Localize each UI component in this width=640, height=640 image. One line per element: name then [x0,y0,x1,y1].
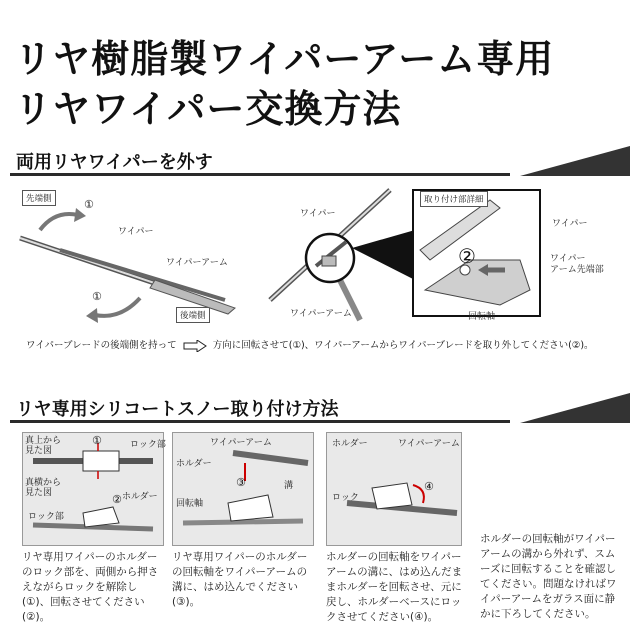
panel1-lock-label: ロック部 [130,440,166,450]
panel1-top-view-label: 真上から 見た図 [25,436,62,456]
panel3-drawing [327,433,461,545]
panel3-mark: ④ [424,480,434,493]
left-wiper-drawing [20,238,235,314]
panel1-side-view-label: 真横から 見た図 [25,478,62,498]
step-desc-4: ホルダーの回転軸がワイパーアームの溝から外れず、スムーズに回転することを確認してください。問題なければワイパーアームをガラス面に静かに下ろしてください。 [480,533,617,620]
section1-header [10,146,630,176]
rotate-arrow-bottom [95,298,140,316]
right-arrow-icon [183,340,207,352]
panel3-holder-label: ホルダー [332,439,368,449]
rotate-arrow-top [40,214,78,230]
detail-pivot-label: 回転軸 [468,312,496,322]
rear-side-label: 後端側 [176,307,210,323]
section2-header [10,393,630,423]
panel2-groove-label: 溝 [284,481,294,491]
instruction-part-b: 方向に回転させて(①)、ワイパーアームからワイパーブレードを取り外してください(②)。 [212,340,594,351]
detail-step2-mark: ② [458,244,476,268]
step-desc-2: リヤ専用ワイパーのホルダーの回転軸をワイパーアームの溝に、はめ込んでください(③)。 [172,551,308,608]
detail-arm-tip-label: ワイパー アーム先端部 [550,254,604,275]
wiper-label: ワイパー [118,227,154,237]
step-desc-3: ホルダーの回転軸をワイパーアームの溝に、はめ込んだままホルダーを回転させ、元に戻し、ホルダーベースにロックさせてください(④)。 [326,551,463,623]
middle-wiper-drawing [270,190,415,320]
page-title-line2: リヤワイパー交換方法 [14,87,402,131]
panel1-mark1: ① [92,434,102,447]
tip-side-label: 先端側 [22,190,56,206]
detail-wiper-label: ワイパー [552,219,588,229]
panel1-holder-label: ホルダー [122,492,158,502]
panel2-mark: ③ [236,476,246,489]
panel1-lock2-label: ロック部 [28,512,64,522]
detail-title: 取り付け部詳細 [420,191,488,207]
panel2-holder-label: ホルダー [176,459,212,469]
panel2-pivot-label: 回転軸 [176,499,204,509]
middle-wiper-label: ワイパー [300,209,336,219]
page-title-line1: リヤ樹脂製ワイパーアーム専用 [14,37,555,81]
step1-mark-top: ① [84,198,94,211]
middle-arm-label: ワイパーアーム [290,309,352,319]
panel3-lock-label: ロック [332,493,359,503]
panel3-arm-label: ワイパーアーム [398,439,460,449]
section1-instruction [26,337,594,352]
panel3 [326,432,462,546]
section2-heading: リヤ専用シリコートスノー取り付け方法 [16,399,339,420]
instruction-part-a: ワイパーブレードの後端側を持って [26,340,177,351]
section1-heading: 両用リヤワイパーを外す [16,152,213,173]
panel2-arm-label: ワイパーアーム [210,438,272,448]
wiper-arm-label: ワイパーアーム [166,258,228,268]
step1-mark-bottom: ① [92,290,102,303]
panel1-mark2: ② [112,493,122,506]
step-desc-1: リヤ専用ワイパーのホルダーのロック部を、両側から押さえながらロックを解除し(①)、回転させてください(②)。 [22,551,159,623]
detail-box [413,190,540,316]
